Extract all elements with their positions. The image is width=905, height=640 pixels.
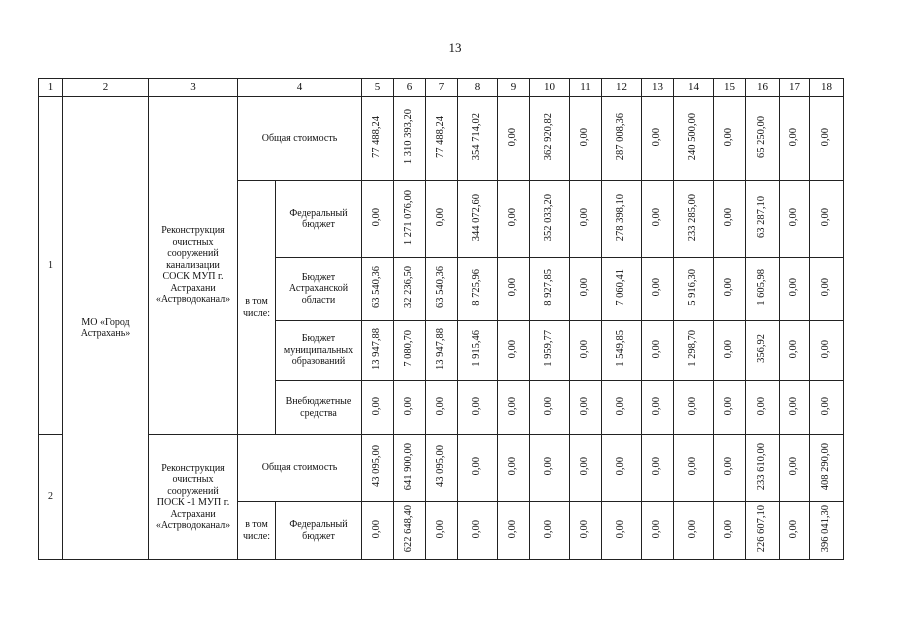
value-cell <box>642 435 674 502</box>
header-cell: 15 <box>714 79 746 97</box>
cell-value: 0,00 <box>723 457 735 476</box>
cell-value: 0,00 <box>507 457 519 476</box>
cell-value: 0,00 <box>651 457 663 476</box>
value-cell <box>780 321 810 381</box>
cell-value: 0,00 <box>615 396 627 415</box>
cell-value: 77 488,24 <box>435 115 447 158</box>
cell-value: 233 285,00 <box>687 193 699 241</box>
value-cell <box>530 258 570 321</box>
cell-value: 287 008,36 <box>615 113 627 161</box>
value-cell <box>530 435 570 502</box>
cell-value: 0,00 <box>820 278 832 297</box>
cell-value: 278 398,10 <box>615 193 627 241</box>
value-cell <box>570 321 602 381</box>
cell-value: 622 648,40 <box>403 505 415 553</box>
cell-value: 0,00 <box>723 339 735 358</box>
cell-value: 8 725,96 <box>471 268 483 306</box>
cell-value: 0,00 <box>788 127 800 146</box>
project-name: Реконструкция очистных сооружений канализации СОСК МУП г. Астрахани «Астрводоканал» <box>149 97 238 435</box>
cell-value: 0,00 <box>651 208 663 227</box>
page-number: 13 <box>448 40 462 55</box>
value-cell <box>674 435 714 502</box>
cell-value: 0,00 <box>788 519 800 538</box>
value-cell <box>746 502 780 560</box>
value-cell <box>394 258 426 321</box>
cell-value: 0,00 <box>651 339 663 358</box>
cell-value: 0,00 <box>507 339 519 358</box>
value-cell <box>810 181 844 258</box>
value-cell <box>362 502 394 560</box>
cell-value: 0,00 <box>615 457 627 476</box>
header-cell: 12 <box>602 79 642 97</box>
cell-value: 0,00 <box>788 396 800 415</box>
value-cell <box>602 97 642 181</box>
cell-value: 0,00 <box>543 519 555 538</box>
cell-value: 1 271 076,00 <box>403 189 415 245</box>
value-cell <box>642 381 674 435</box>
cell-value: 0,00 <box>651 127 663 146</box>
cell-value: 0,00 <box>651 396 663 415</box>
cell-value: 0,00 <box>507 519 519 538</box>
value-cell <box>394 381 426 435</box>
cell-value: 0,00 <box>788 339 800 358</box>
value-cell <box>810 502 844 560</box>
cell-value: 354 714,02 <box>471 113 483 161</box>
value-cell <box>642 321 674 381</box>
cell-value: 0,00 <box>579 127 591 146</box>
budget-table <box>38 78 844 560</box>
cell-value: 0,00 <box>687 519 699 538</box>
value-cell <box>362 181 394 258</box>
value-cell <box>714 97 746 181</box>
row-label: Общая стоимость <box>238 97 362 181</box>
header-cell: 7 <box>426 79 458 97</box>
cell-value: 0,00 <box>788 208 800 227</box>
cell-value: 0,00 <box>723 127 735 146</box>
value-cell <box>458 435 498 502</box>
cell-value: 0,00 <box>579 396 591 415</box>
cell-value: 0,00 <box>435 208 447 227</box>
value-cell <box>780 97 810 181</box>
cell-value: 0,00 <box>788 457 800 476</box>
value-cell <box>674 502 714 560</box>
value-cell <box>714 381 746 435</box>
cell-value: 0,00 <box>435 396 447 415</box>
value-cell <box>458 97 498 181</box>
cell-value: 13 947,88 <box>435 327 447 370</box>
cell-value: 0,00 <box>579 519 591 538</box>
header-cell: 9 <box>498 79 530 97</box>
value-cell <box>426 321 458 381</box>
value-cell <box>394 435 426 502</box>
cell-value: 0,00 <box>651 278 663 297</box>
value-cell <box>602 321 642 381</box>
value-cell <box>530 97 570 181</box>
value-cell <box>714 258 746 321</box>
municipality-cell: МО «Город Астрахань» <box>63 97 149 560</box>
row-label: Бюджет муниципальных образований <box>276 321 362 381</box>
cell-value: 1 915,46 <box>471 330 483 368</box>
value-cell <box>570 502 602 560</box>
cell-value: 0,00 <box>687 396 699 415</box>
cell-value: 43 095,00 <box>435 445 447 488</box>
cell-value: 362 920,82 <box>543 113 555 161</box>
value-cell <box>458 181 498 258</box>
cell-value: 0,00 <box>371 396 383 415</box>
cell-value: 0,00 <box>723 519 735 538</box>
cell-value: 7 080,70 <box>403 330 415 368</box>
value-cell <box>394 321 426 381</box>
cell-value: 0,00 <box>687 457 699 476</box>
cell-value: 1 298,70 <box>687 330 699 368</box>
cell-value: 63 287,10 <box>756 196 768 239</box>
cell-value: 0,00 <box>507 278 519 297</box>
cell-value: 0,00 <box>371 519 383 538</box>
cell-value: 396 041,30 <box>820 505 832 553</box>
value-cell <box>458 258 498 321</box>
project-number: 1 <box>39 97 63 435</box>
cell-value: 63 540,36 <box>435 266 447 309</box>
value-cell <box>530 181 570 258</box>
value-cell <box>426 97 458 181</box>
in-which-label: в том числе: <box>238 502 276 560</box>
header-cell: 10 <box>530 79 570 97</box>
cell-value: 77 488,24 <box>371 115 383 158</box>
cell-value: 0,00 <box>820 127 832 146</box>
value-cell <box>426 381 458 435</box>
cell-value: 0,00 <box>543 396 555 415</box>
value-cell <box>362 381 394 435</box>
cell-value: 1 605,98 <box>756 268 768 306</box>
value-cell <box>362 435 394 502</box>
cell-value: 0,00 <box>579 208 591 227</box>
cell-value: 0,00 <box>507 208 519 227</box>
value-cell <box>426 502 458 560</box>
cell-value: 1 310 393,20 <box>403 109 415 165</box>
cell-value: 0,00 <box>820 396 832 415</box>
value-cell <box>498 181 530 258</box>
value-cell <box>810 321 844 381</box>
cell-value: 0,00 <box>579 278 591 297</box>
in-which-label: в том числе: <box>238 181 276 435</box>
value-cell <box>746 258 780 321</box>
value-cell <box>780 435 810 502</box>
value-cell <box>530 502 570 560</box>
header-cell: 4 <box>238 79 362 97</box>
cell-value: 8 927,85 <box>543 268 555 306</box>
value-cell <box>498 502 530 560</box>
value-cell <box>426 258 458 321</box>
header-cell: 17 <box>780 79 810 97</box>
cell-value: 0,00 <box>723 278 735 297</box>
cell-value: 0,00 <box>471 457 483 476</box>
value-cell <box>642 258 674 321</box>
value-cell <box>458 321 498 381</box>
value-cell <box>602 258 642 321</box>
cell-value: 1 549,85 <box>615 330 627 368</box>
row-label: Федеральный бюджет <box>276 181 362 258</box>
row-label: Бюджет Астраханской области <box>276 258 362 321</box>
value-cell <box>602 381 642 435</box>
value-cell <box>602 502 642 560</box>
cell-value: 7 060,41 <box>615 268 627 306</box>
value-cell <box>780 258 810 321</box>
cell-value: 0,00 <box>507 396 519 415</box>
value-cell <box>810 258 844 321</box>
value-cell <box>674 181 714 258</box>
cell-value: 0,00 <box>371 208 383 227</box>
header-cell: 3 <box>149 79 238 97</box>
value-cell <box>674 321 714 381</box>
value-cell <box>394 502 426 560</box>
value-cell <box>458 381 498 435</box>
value-cell <box>714 435 746 502</box>
cell-value: 356,92 <box>756 334 768 364</box>
header-row <box>39 79 844 97</box>
header-cell: 2 <box>63 79 149 97</box>
value-cell <box>780 381 810 435</box>
cell-value: 0,00 <box>403 396 415 415</box>
cell-value: 0,00 <box>723 396 735 415</box>
value-cell <box>498 381 530 435</box>
header-cell: 16 <box>746 79 780 97</box>
value-cell <box>602 435 642 502</box>
value-cell <box>714 502 746 560</box>
value-cell <box>570 435 602 502</box>
cell-value: 5 916,30 <box>687 268 699 306</box>
value-cell <box>810 435 844 502</box>
value-cell <box>498 435 530 502</box>
value-cell <box>498 321 530 381</box>
value-cell <box>674 381 714 435</box>
header-cell: 14 <box>674 79 714 97</box>
value-cell <box>426 435 458 502</box>
cell-value: 408 290,00 <box>820 442 832 490</box>
cell-value: 0,00 <box>756 396 768 415</box>
cell-value: 0,00 <box>723 208 735 227</box>
header-cell: 13 <box>642 79 674 97</box>
header-cell: 6 <box>394 79 426 97</box>
cell-value: 43 095,00 <box>371 445 383 488</box>
cell-value: 352 033,20 <box>543 193 555 241</box>
cell-value: 233 610,00 <box>756 442 768 490</box>
value-cell <box>602 181 642 258</box>
value-cell <box>780 181 810 258</box>
cell-value: 1 959,77 <box>543 330 555 368</box>
value-cell <box>498 258 530 321</box>
value-cell <box>498 97 530 181</box>
value-cell <box>810 381 844 435</box>
value-cell <box>714 321 746 381</box>
row-label: Общая стоимость <box>238 435 362 502</box>
table-row <box>39 97 844 181</box>
value-cell <box>426 181 458 258</box>
header-cell: 18 <box>810 79 844 97</box>
cell-value: 0,00 <box>471 396 483 415</box>
cell-value: 0,00 <box>543 457 555 476</box>
cell-value: 0,00 <box>435 519 447 538</box>
cell-value: 13 947,88 <box>371 327 383 370</box>
row-label: Федеральный бюджет <box>276 502 362 560</box>
cell-value: 0,00 <box>507 127 519 146</box>
value-cell <box>810 97 844 181</box>
value-cell <box>746 97 780 181</box>
cell-value: 240 500,00 <box>687 113 699 161</box>
value-cell <box>746 435 780 502</box>
cell-value: 641 900,00 <box>403 442 415 490</box>
value-cell <box>674 97 714 181</box>
cell-value: 0,00 <box>820 208 832 227</box>
value-cell <box>362 97 394 181</box>
value-cell <box>362 321 394 381</box>
cell-value: 0,00 <box>579 457 591 476</box>
row-label: Внебюджетные средства <box>276 381 362 435</box>
cell-value: 0,00 <box>820 339 832 358</box>
value-cell <box>746 321 780 381</box>
project-number: 2 <box>39 435 63 560</box>
header-cell: 8 <box>458 79 498 97</box>
cell-value: 0,00 <box>579 339 591 358</box>
table-row <box>39 435 844 502</box>
cell-value: 0,00 <box>471 519 483 538</box>
value-cell <box>570 381 602 435</box>
value-cell <box>780 502 810 560</box>
value-cell <box>530 321 570 381</box>
value-cell <box>394 97 426 181</box>
cell-value: 0,00 <box>615 519 627 538</box>
value-cell <box>714 181 746 258</box>
cell-value: 0,00 <box>788 278 800 297</box>
cell-value: 344 072,60 <box>471 193 483 241</box>
cell-value: 65 250,00 <box>756 115 768 158</box>
header-cell: 1 <box>39 79 63 97</box>
value-cell <box>570 181 602 258</box>
project-name: Реконструкция очистных сооружений ПОСК -1 МУП г. Астрахани «Астрводоканал» <box>149 435 238 560</box>
value-cell <box>458 502 498 560</box>
value-cell <box>570 258 602 321</box>
header-cell: 5 <box>362 79 394 97</box>
cell-value: 63 540,36 <box>371 266 383 309</box>
value-cell <box>674 258 714 321</box>
value-cell <box>530 381 570 435</box>
value-cell <box>746 181 780 258</box>
cell-value: 32 236,50 <box>403 266 415 309</box>
cell-value: 0,00 <box>651 519 663 538</box>
value-cell <box>746 381 780 435</box>
value-cell <box>362 258 394 321</box>
header-cell: 11 <box>570 79 602 97</box>
value-cell <box>642 97 674 181</box>
value-cell <box>570 97 602 181</box>
value-cell <box>642 502 674 560</box>
value-cell <box>642 181 674 258</box>
cell-value: 226 607,10 <box>756 505 768 553</box>
value-cell <box>394 181 426 258</box>
